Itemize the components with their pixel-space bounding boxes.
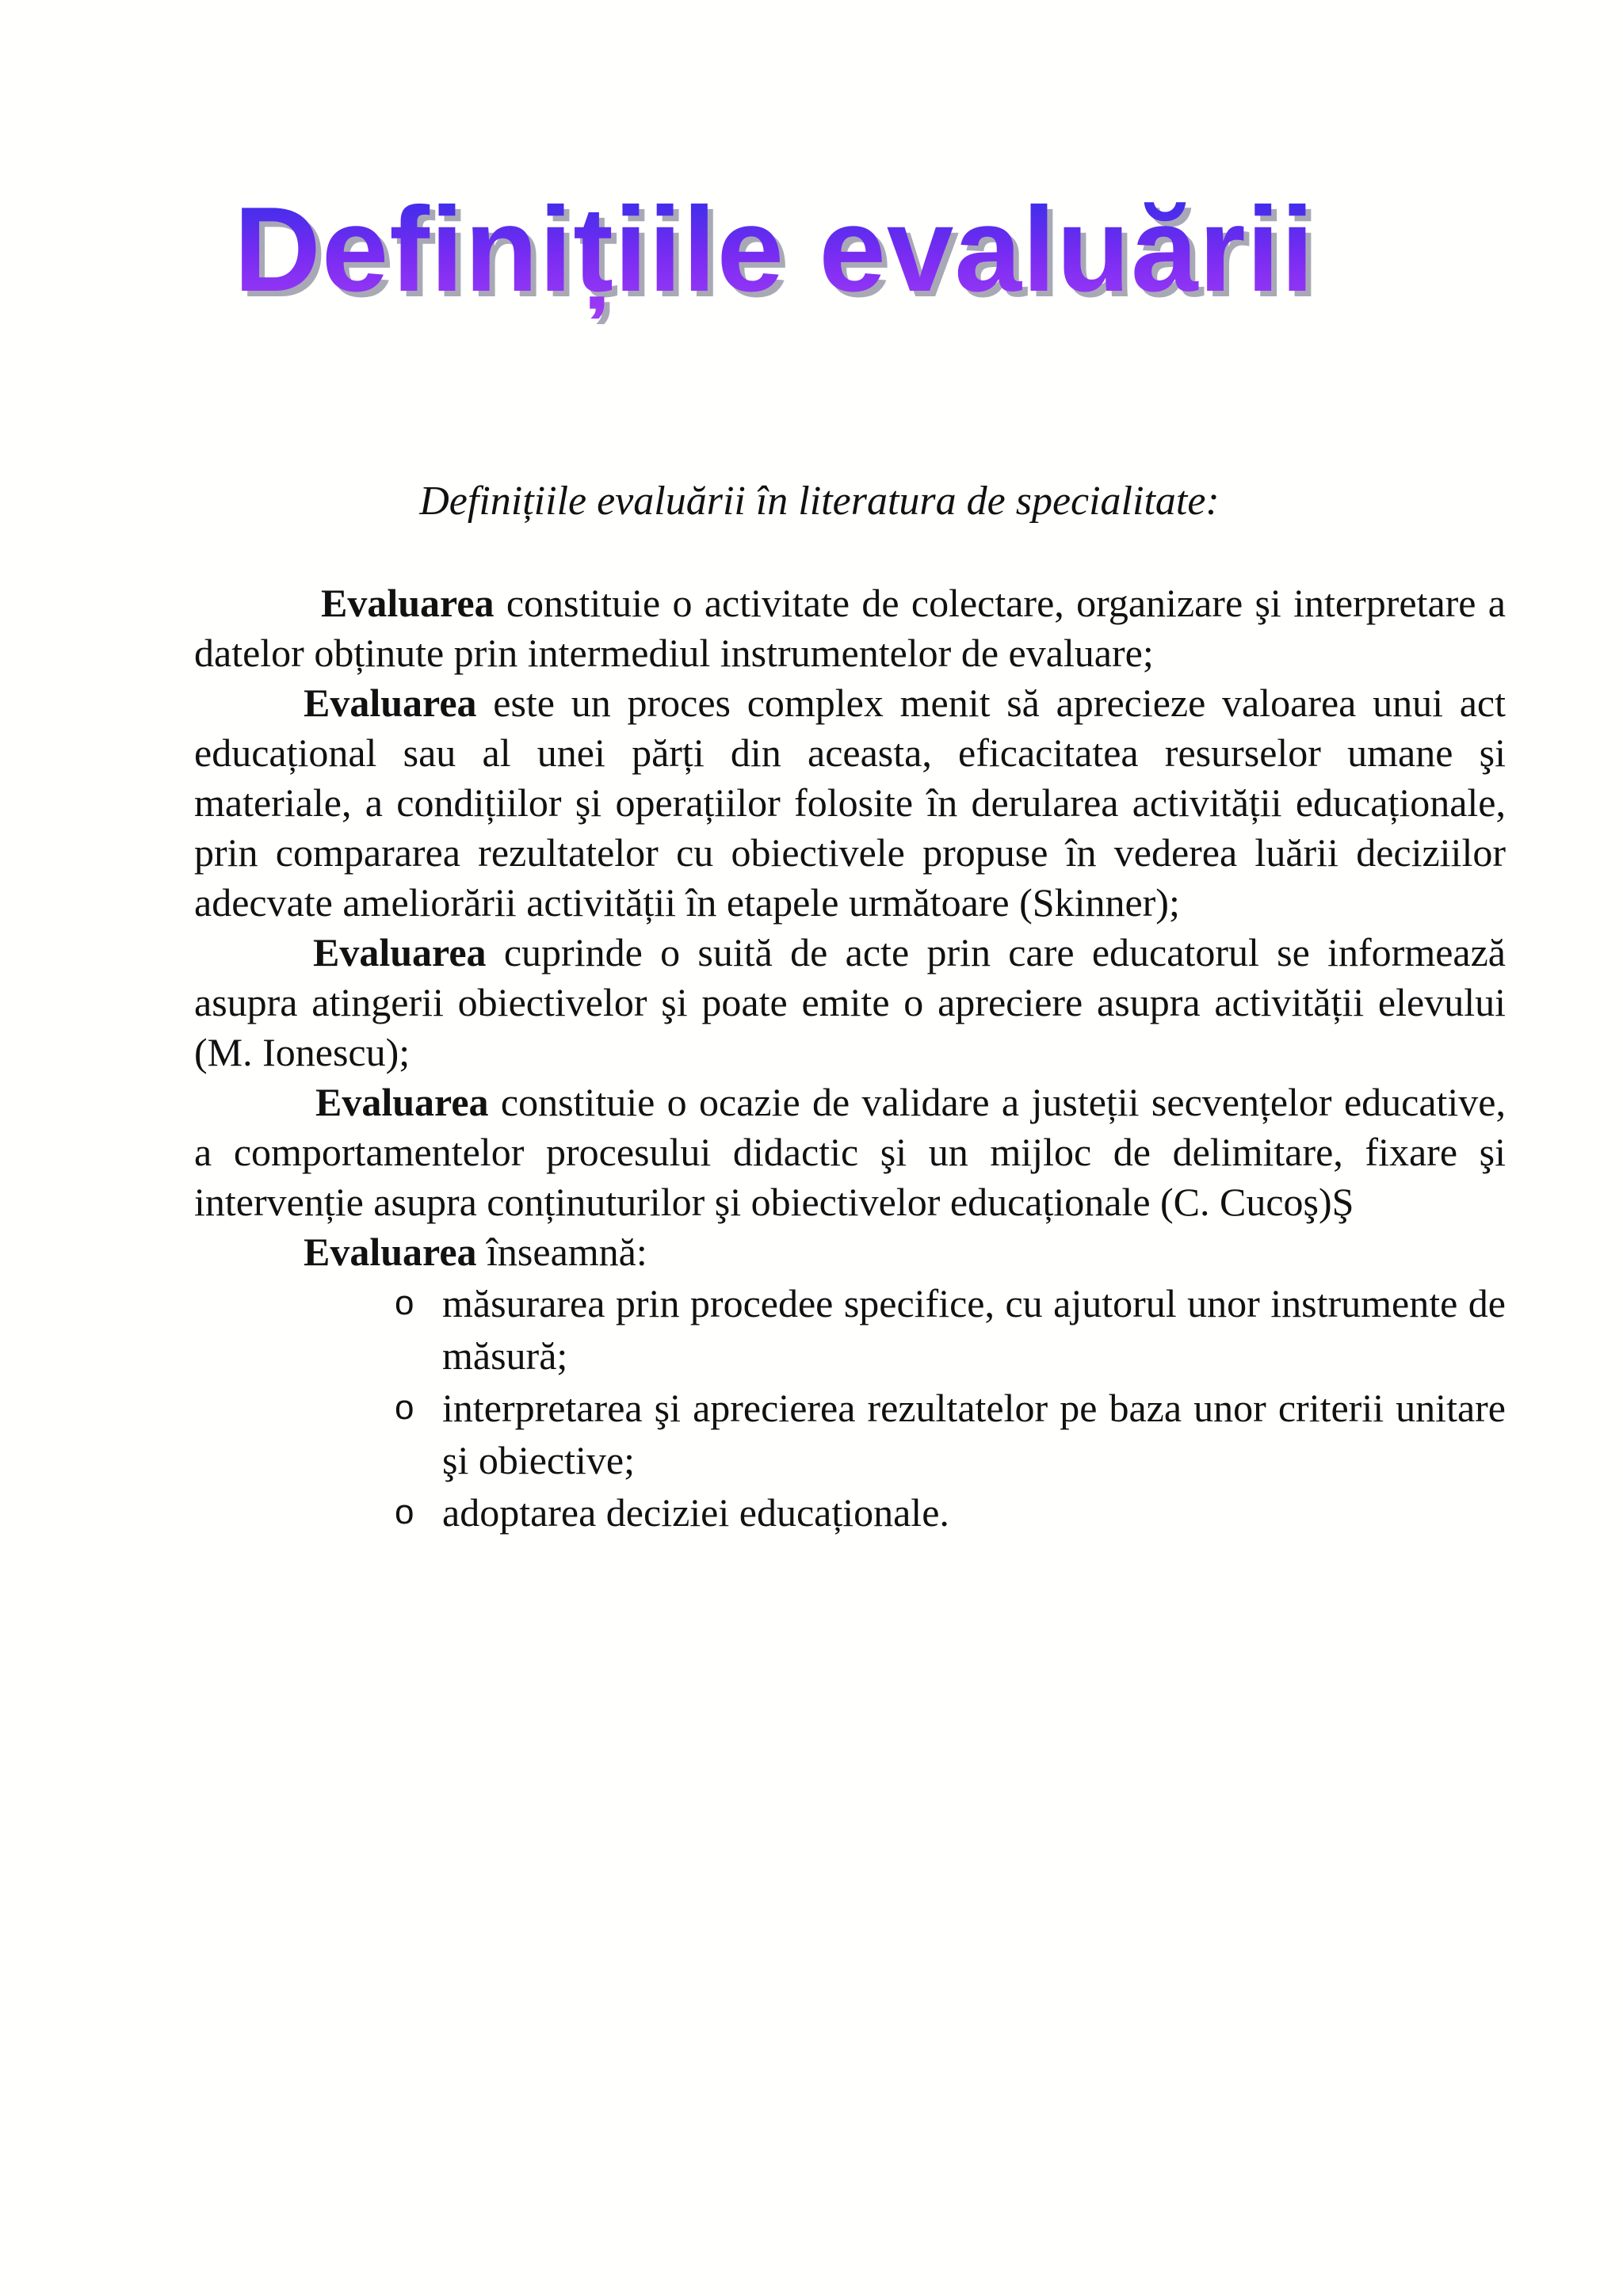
definition-term: Evaluarea <box>315 1080 489 1124</box>
definition-term: Evaluarea <box>304 1230 477 1274</box>
definition-paragraph <box>194 578 1506 678</box>
bullet-marker: o <box>395 1283 414 1322</box>
page-title: Definițiile evaluării <box>234 181 1315 319</box>
list-lead-text: înseamnă: <box>476 1230 647 1274</box>
list-item-text: interpretarea şi aprecierea rezultatelor pe baza unor criterii unitare şi obiective; <box>442 1386 1506 1482</box>
definition-text: constituie o activitate de colectare, organizare şi interpretare a datelor obținute prin intermediul instrumentelor de evaluare; <box>194 581 1506 675</box>
list-item <box>395 1277 1506 1382</box>
list-item <box>395 1486 1506 1539</box>
definition-paragraph <box>194 928 1506 1077</box>
definition-paragraph <box>194 678 1506 928</box>
list-lead <box>194 1227 1506 1277</box>
subtitle: Definițiile evaluării în literatura de specialitate: <box>419 479 1220 524</box>
definition-term: Evaluarea <box>313 930 487 974</box>
definition-text: cuprinde o suită de acte prin care educatorul se informează asupra atingerii obiectivelor şi poate emite o apreciere asupra activității elevului (M. Ionescu); <box>194 930 1506 1074</box>
list-item <box>395 1382 1506 1486</box>
bullet-marker: o <box>395 1388 414 1427</box>
definition-text: este un proces complex menit să aprecieze valoarea unui act educațional sau al unei părți din aceasta, eficacitatea resurselor umane şi materiale, a condițiilor şi operațiilor folosite în derularea activității educaționale, prin compararea rezultatelor cu obiectivele propuse în vederea luării deciziilor adecvate ameliorării activității în etapele următoare (Skinner); <box>194 681 1506 925</box>
definition-term: Evaluarea <box>321 581 495 625</box>
definition-text: constituie o ocazie de validare a justeții secvențelor educative, a comportamentelor procesului didactic şi un mijloc de delimitare, fixare şi intervenție asupra conținuturilor şi obiectivelor educaționale (C. Cucoş)Ş <box>194 1080 1506 1224</box>
bullet-marker: o <box>395 1493 414 1531</box>
definition-paragraph <box>194 1077 1506 1227</box>
document-body <box>194 578 1506 1539</box>
list-item-text: măsurarea prin procedee specifice, cu ajutorul unor instrumente de măsură; <box>442 1281 1506 1378</box>
bullet-list <box>194 1277 1506 1539</box>
list-item-text: adoptarea deciziei educaționale. <box>442 1490 949 1535</box>
definition-term: Evaluarea <box>304 681 477 725</box>
